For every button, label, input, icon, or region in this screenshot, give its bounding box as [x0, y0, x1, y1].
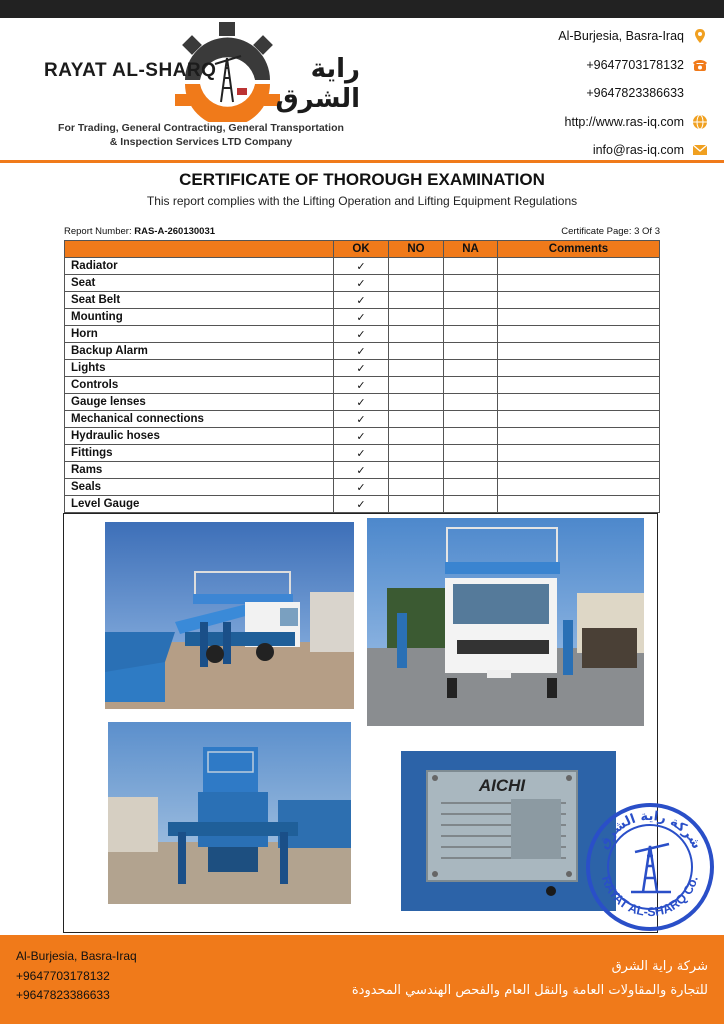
- table-row: [65, 445, 660, 462]
- na-cell: [444, 496, 498, 513]
- page-footer: [0, 935, 724, 1024]
- contact-spacer: [692, 85, 708, 101]
- ok-cell: ✓: [334, 445, 389, 462]
- ok-cell: ✓: [334, 411, 389, 428]
- no-cell: [389, 377, 444, 394]
- no-cell: [389, 428, 444, 445]
- header-no: NO: [389, 241, 444, 258]
- comments-cell: [498, 292, 660, 309]
- contact-address-text: Al-Burjesia, Basra-Iraq: [558, 29, 684, 44]
- item-name: Horn: [65, 326, 334, 343]
- item-name: Backup Alarm: [65, 343, 334, 360]
- footer-company-ar: [352, 955, 708, 1003]
- na-cell: [444, 360, 498, 377]
- table-row: [65, 411, 660, 428]
- item-name: Rams: [65, 462, 334, 479]
- comments-cell: [498, 411, 660, 428]
- comments-cell: [498, 428, 660, 445]
- report-info-row: [64, 226, 660, 240]
- ok-cell: ✓: [334, 326, 389, 343]
- ok-cell: ✓: [334, 360, 389, 377]
- header-ok: OK: [334, 241, 389, 258]
- comments-cell: [498, 258, 660, 275]
- contact-phone-1-text: +9647703178132: [586, 57, 684, 72]
- na-cell: [444, 292, 498, 309]
- na-cell: [444, 479, 498, 496]
- contact-list: [498, 22, 708, 165]
- ok-cell: ✓: [334, 394, 389, 411]
- comments-cell: [498, 275, 660, 292]
- na-cell: [444, 428, 498, 445]
- comments-cell: [498, 360, 660, 377]
- comments-cell: [498, 496, 660, 513]
- item-name: Seals: [65, 479, 334, 496]
- item-name: Level Gauge: [65, 496, 334, 513]
- logo-text-en: RAYAT AL-SHARQ: [44, 60, 217, 81]
- phone-icon: [692, 57, 708, 73]
- ok-cell: ✓: [334, 377, 389, 394]
- table-row: [65, 343, 660, 360]
- item-name: Lights: [65, 360, 334, 377]
- contact-email-text: info@ras-iq.com: [592, 143, 684, 158]
- table-row: [65, 292, 660, 309]
- header-comments: Comments: [498, 241, 660, 258]
- page-title: CERTIFICATE OF THOROUGH EXAMINATION: [179, 170, 545, 189]
- company-stamp: [583, 800, 717, 934]
- footer-phone-1[interactable]: +9647703178132: [16, 968, 110, 983]
- item-name: Radiator: [65, 258, 334, 275]
- contact-website-text: http://www.ras-iq.com: [564, 114, 684, 129]
- table-row: [65, 326, 660, 343]
- contact-website[interactable]: [498, 108, 708, 137]
- no-cell: [389, 394, 444, 411]
- contact-phone-1[interactable]: [498, 51, 708, 80]
- item-name: Controls: [65, 377, 334, 394]
- report-number-value: RAS-A-260130031: [134, 226, 216, 237]
- item-name: Mechanical connections: [65, 411, 334, 428]
- na-cell: [444, 258, 498, 275]
- ok-cell: ✓: [334, 479, 389, 496]
- certificate-page: Certificate Page: 3 Of 3: [561, 226, 660, 237]
- inspection-checklist-table: [64, 240, 660, 513]
- photo-platform-rear: [108, 722, 351, 904]
- comments-cell: [498, 445, 660, 462]
- ok-cell: ✓: [334, 258, 389, 275]
- na-cell: [444, 309, 498, 326]
- no-cell: [389, 309, 444, 326]
- no-cell: [389, 258, 444, 275]
- footer-phone-2[interactable]: +9647823386633: [16, 988, 110, 1002]
- ok-cell: ✓: [334, 292, 389, 309]
- no-cell: [389, 326, 444, 343]
- table-row: [65, 428, 660, 445]
- header-na: NA: [444, 241, 498, 258]
- na-cell: [444, 462, 498, 479]
- na-cell: [444, 326, 498, 343]
- na-cell: [444, 445, 498, 462]
- footer-address: Al-Burjesia, Basra-Iraq: [16, 949, 137, 963]
- logo-text-ar: راية الشرق: [275, 54, 360, 114]
- no-cell: [389, 343, 444, 360]
- header-divider: [0, 160, 724, 163]
- logo-tagline-1: For Trading, General Contracting, General Transportation: [58, 122, 344, 134]
- table-row: [65, 360, 660, 377]
- table-header-row: [65, 241, 660, 258]
- comments-cell: [498, 479, 660, 496]
- top-bar: [0, 0, 724, 18]
- ok-cell: ✓: [334, 275, 389, 292]
- location-pin-icon: [692, 28, 708, 44]
- no-cell: [389, 496, 444, 513]
- table-row: [65, 496, 660, 513]
- table-row: [65, 258, 660, 275]
- item-name: Seat: [65, 275, 334, 292]
- ok-cell: ✓: [334, 462, 389, 479]
- logo-tagline-2: & Inspection Services LTD Company: [109, 136, 293, 148]
- photo-truck-front: [367, 518, 644, 726]
- ok-cell: ✓: [334, 428, 389, 445]
- item-name: Gauge lenses: [65, 394, 334, 411]
- na-cell: [444, 394, 498, 411]
- item-name: Mounting: [65, 309, 334, 326]
- no-cell: [389, 462, 444, 479]
- comments-cell: [498, 462, 660, 479]
- no-cell: [389, 275, 444, 292]
- photo-truck-side: [105, 522, 354, 709]
- table-row: [65, 309, 660, 326]
- na-cell: [444, 377, 498, 394]
- comments-cell: [498, 326, 660, 343]
- report-number-label: Report Number:: [64, 226, 132, 237]
- globe-icon: [692, 114, 708, 130]
- contact-address: [498, 22, 708, 51]
- email-icon: [692, 142, 708, 158]
- comments-cell: [498, 377, 660, 394]
- item-name: Seat Belt: [65, 292, 334, 309]
- page-subtitle: This report complies with the Lifting Operation and Lifting Equipment Regulations: [146, 194, 578, 208]
- inspection-photos-frame: [63, 513, 658, 933]
- comments-cell: [498, 309, 660, 326]
- comments-cell: [498, 394, 660, 411]
- contact-phone-2[interactable]: [498, 79, 708, 108]
- no-cell: [389, 292, 444, 309]
- no-cell: [389, 360, 444, 377]
- stamp-text-en: RAYAT AL-SHARQ Co.: [599, 874, 701, 920]
- ok-cell: ✓: [334, 496, 389, 513]
- footer-company-ar-line1: شركة راية الشرق: [611, 959, 708, 974]
- na-cell: [444, 275, 498, 292]
- report-number: [64, 226, 215, 237]
- no-cell: [389, 411, 444, 428]
- table-row: [65, 394, 660, 411]
- header-item: [65, 241, 334, 258]
- comments-cell: [498, 343, 660, 360]
- na-cell: [444, 411, 498, 428]
- na-cell: [444, 343, 498, 360]
- item-name: Fittings: [65, 445, 334, 462]
- no-cell: [389, 445, 444, 462]
- table-row: [65, 377, 660, 394]
- nameplate-brand: AICHI: [478, 776, 526, 795]
- table-row: [65, 275, 660, 292]
- footer-company-ar-line2: للتجارة والمقاولات العامة والنقل العام والفحص الهندسي المحدودة: [351, 983, 708, 998]
- item-name: Hydraulic hoses: [65, 428, 334, 445]
- contact-phone-2-text: +9647823386633: [586, 86, 684, 101]
- company-logo: [30, 22, 360, 152]
- no-cell: [389, 479, 444, 496]
- ok-cell: ✓: [334, 343, 389, 360]
- table-row: [65, 462, 660, 479]
- stamp-text-ar: شركة راية الشرق: [596, 808, 704, 852]
- footer-contacts: [16, 947, 137, 1006]
- table-row: [65, 479, 660, 496]
- ok-cell: ✓: [334, 309, 389, 326]
